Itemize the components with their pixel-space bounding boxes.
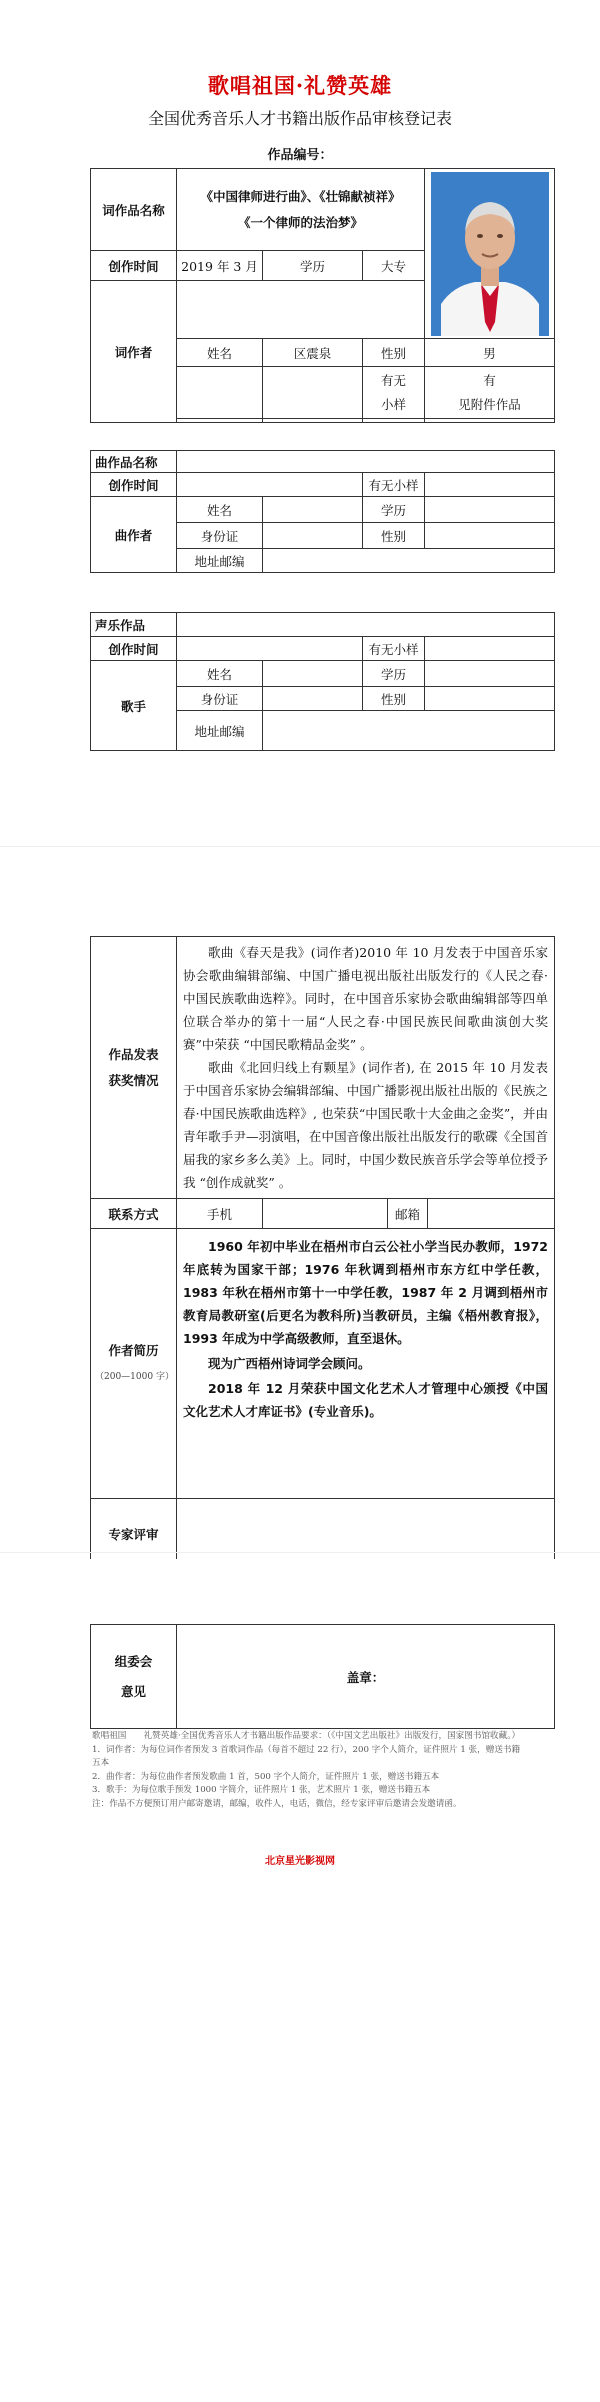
blank-cell: [177, 367, 263, 419]
date-value: 2019 年 3 月: [177, 251, 263, 281]
gender-label: 性别: [363, 339, 425, 367]
singer-gender-label: 性别: [363, 687, 425, 711]
singer-gender-value: [425, 687, 555, 711]
phone-value: [263, 1199, 388, 1229]
composer-label: 曲作者: [91, 497, 177, 573]
awards-label-2: 获奖情况: [108, 1072, 159, 1088]
name-value: 区震泉: [263, 339, 363, 367]
page-subtitle: 全国优秀音乐人才书籍出版作品审核登记表: [147, 109, 452, 128]
bio-paragraph-3: 2018 年 12 月荣获中国文化艺术人才管理中心颁授《中国文化艺术人才库证书》(专业音乐)。: [183, 1381, 548, 1419]
composer-table: [90, 450, 555, 573]
composer-work-name-value: [177, 451, 555, 473]
composer-name-value: [263, 497, 363, 523]
composer-sample-label: 有无小样: [363, 473, 425, 497]
lyricist-label: 词作者: [91, 281, 177, 423]
expert-review-value: [177, 1499, 555, 1559]
composer-address-value: [263, 549, 555, 573]
composer-gender-value: [425, 523, 555, 549]
singer-id-value: [263, 687, 363, 711]
singer-work-name-value: [177, 613, 555, 637]
work-name-line-2: 《一个律师的法治梦》: [237, 214, 363, 230]
email-label: 邮箱: [388, 1199, 428, 1229]
bio-paragraph-1: 1960 年初中毕业在梧州市白云公社小学当民办教师，1972 年底转为国家干部；1976 年秋调到梧州市东方红中学任教，1983 年秋在梧州市第十一中学任教，1987 年 2 月调到梧州市教育局教研室(后更名为教科所)当教研员，主编《梧州教育报》，1993 年成为中学高级教师，直至退休。: [183, 1239, 548, 1346]
blank-cell: [263, 367, 363, 419]
note-line: 歌唱祖国 礼赞英雄·全国优秀音乐人才书籍出版作品要求：（《中国文艺出版社》出版发行，国家图书馆收藏。）: [92, 1731, 521, 1741]
awards-content: [177, 937, 555, 1199]
expert-review-label: 专家评审: [91, 1499, 177, 1559]
composer-sample-value: [425, 473, 555, 497]
sample-value-1: 有: [483, 372, 496, 388]
composer-edu-value: [425, 497, 555, 523]
page-separator: [0, 1552, 600, 1553]
composer-address-label: 地址邮编: [177, 549, 263, 573]
contact-label: 联系方式: [91, 1199, 177, 1229]
note-line: 3．歌手：为每位歌手预发 1000 字简介，证件照片 1 张，艺术照片 1 张，赠送书籍五本: [92, 1785, 431, 1795]
singer-id-label: 身份证: [177, 687, 263, 711]
awards-label-1: 作品发表: [108, 1046, 159, 1062]
composer-gender-label: 性别: [363, 523, 425, 549]
singer-date-value: [177, 637, 363, 661]
work-name-line-1: 《中国律师进行曲》、《壮锦献祯祥》: [200, 188, 401, 204]
blank-cell: [363, 419, 425, 423]
sample-label-1: 有无: [380, 372, 406, 388]
note-line: 注：作品不方便预订用户邮寄邀请，邮编，收件人，电话，微信，经专家评审后邀请会发邀请函。: [92, 1798, 462, 1809]
sample-value: [425, 367, 555, 419]
composer-id-value: [263, 523, 363, 549]
composer-date-label: 创作时间: [91, 473, 177, 497]
singer-edu-value: [425, 661, 555, 687]
blank-cell: [425, 419, 555, 423]
singer-date-label: 创作时间: [91, 637, 177, 661]
sample-value-2: 见附件作品: [458, 396, 521, 412]
bio-content: [177, 1229, 555, 1499]
author-photo-cell: [425, 169, 555, 339]
page-separator: [0, 846, 600, 847]
lyricist-table: [90, 168, 555, 423]
blank-cell: [177, 281, 425, 339]
work-number-label: 作品编号：: [267, 148, 333, 163]
composer-edu-label: 学历: [363, 497, 425, 523]
work-name-label: 词作品名称: [91, 169, 177, 251]
stamp-cell: [177, 1625, 555, 1729]
edu-value: 大专: [363, 251, 425, 281]
singer-sample-value: [425, 637, 555, 661]
singer-name-label: 姓名: [177, 661, 263, 687]
singer-sample-label: 有无小样: [363, 637, 425, 661]
composer-date-value: [177, 473, 363, 497]
committee-table: [90, 1624, 555, 1729]
awards-label: [91, 937, 177, 1199]
blank-cell: [177, 419, 263, 423]
singer-address-value: [263, 711, 555, 751]
email-value: [428, 1199, 555, 1229]
note-line: 1．词作者：为每位词作者预发 3 首歌词作品（每首不超过 22 行），200 字个人简介，证件照片 1 张，赠送书籍五本: [92, 1744, 521, 1768]
singer-name-value: [263, 661, 363, 687]
awards-paragraph-1: 歌曲《春天是我》(词作者)2010 年 10 月发表于中国音乐家协会歌曲编辑部编、中国广播电视出版社出版发行的《人民之春·中国民族歌曲选粹》。同时，在中国音乐家协会歌曲编辑部等四单位联合举办的第十一届“人民之春·中国民族民间歌曲演创大奖赛”中荣获 “中国民歌精品金奖” 。: [183, 945, 548, 1052]
date-label: 创作时间: [91, 251, 177, 281]
notes: [92, 1730, 522, 1811]
blank-cell: [263, 419, 363, 423]
committee-label-1: 组委会: [114, 1653, 153, 1669]
phone-label: 手机: [177, 1199, 263, 1229]
profile-table: [90, 936, 555, 1559]
bio-label: 作者简历: [108, 1342, 159, 1358]
sample-label-2: 小样: [380, 396, 406, 412]
page-title: 歌唱祖国·礼赞英雄: [207, 73, 393, 98]
composer-name-label: 姓名: [177, 497, 263, 523]
singer-address-label: 地址邮编: [177, 711, 263, 751]
work-name-value: [177, 169, 425, 251]
footer-source: 北京星光影视网: [265, 1856, 335, 1867]
committee-label-2: 意见: [120, 1683, 146, 1699]
author-photo: [431, 172, 549, 336]
stamp-label: 盖章：: [346, 1669, 385, 1685]
sample-label: [363, 367, 425, 419]
note-line: 2．曲作者：为每位曲作者预发歌曲 1 首，500 字个人简介，证件照片 1 张，赠送书籍五本: [92, 1771, 440, 1782]
name-label: 姓名: [177, 339, 263, 367]
singer-label: 歌手: [91, 661, 177, 751]
composer-id-label: 身份证: [177, 523, 263, 549]
bio-label-cell: [91, 1229, 177, 1499]
gender-value: 男: [425, 339, 555, 367]
bio-length-hint: （200—1000 字）: [95, 1371, 174, 1382]
edu-label: 学历: [263, 251, 363, 281]
singer-edu-label: 学历: [363, 661, 425, 687]
singer-table: [90, 612, 555, 751]
composer-work-name-label: 曲作品名称: [91, 451, 177, 473]
committee-label: [91, 1625, 177, 1729]
awards-paragraph-2: 歌曲《北回归线上有颗星》(词作者), 在 2015 年 10 月发表于中国音乐家协会编辑部编、中国广播影视出版社出版的《民族之春·中国民族歌曲选粹》, 也荣获“中国民歌十大金曲之金奖”，并由青年歌手尹—羽演唱，在中国音像出版社出版发行的歌碟《全国首届我的家乡多么美》上。同时，中国少数民族音乐学会等单位授予我 “创作成就奖” 。: [183, 1060, 548, 1190]
singer-work-name-label: 声乐作品: [91, 613, 177, 637]
bio-paragraph-2: 现为广西梧州诗词学会顾问。: [208, 1356, 371, 1371]
